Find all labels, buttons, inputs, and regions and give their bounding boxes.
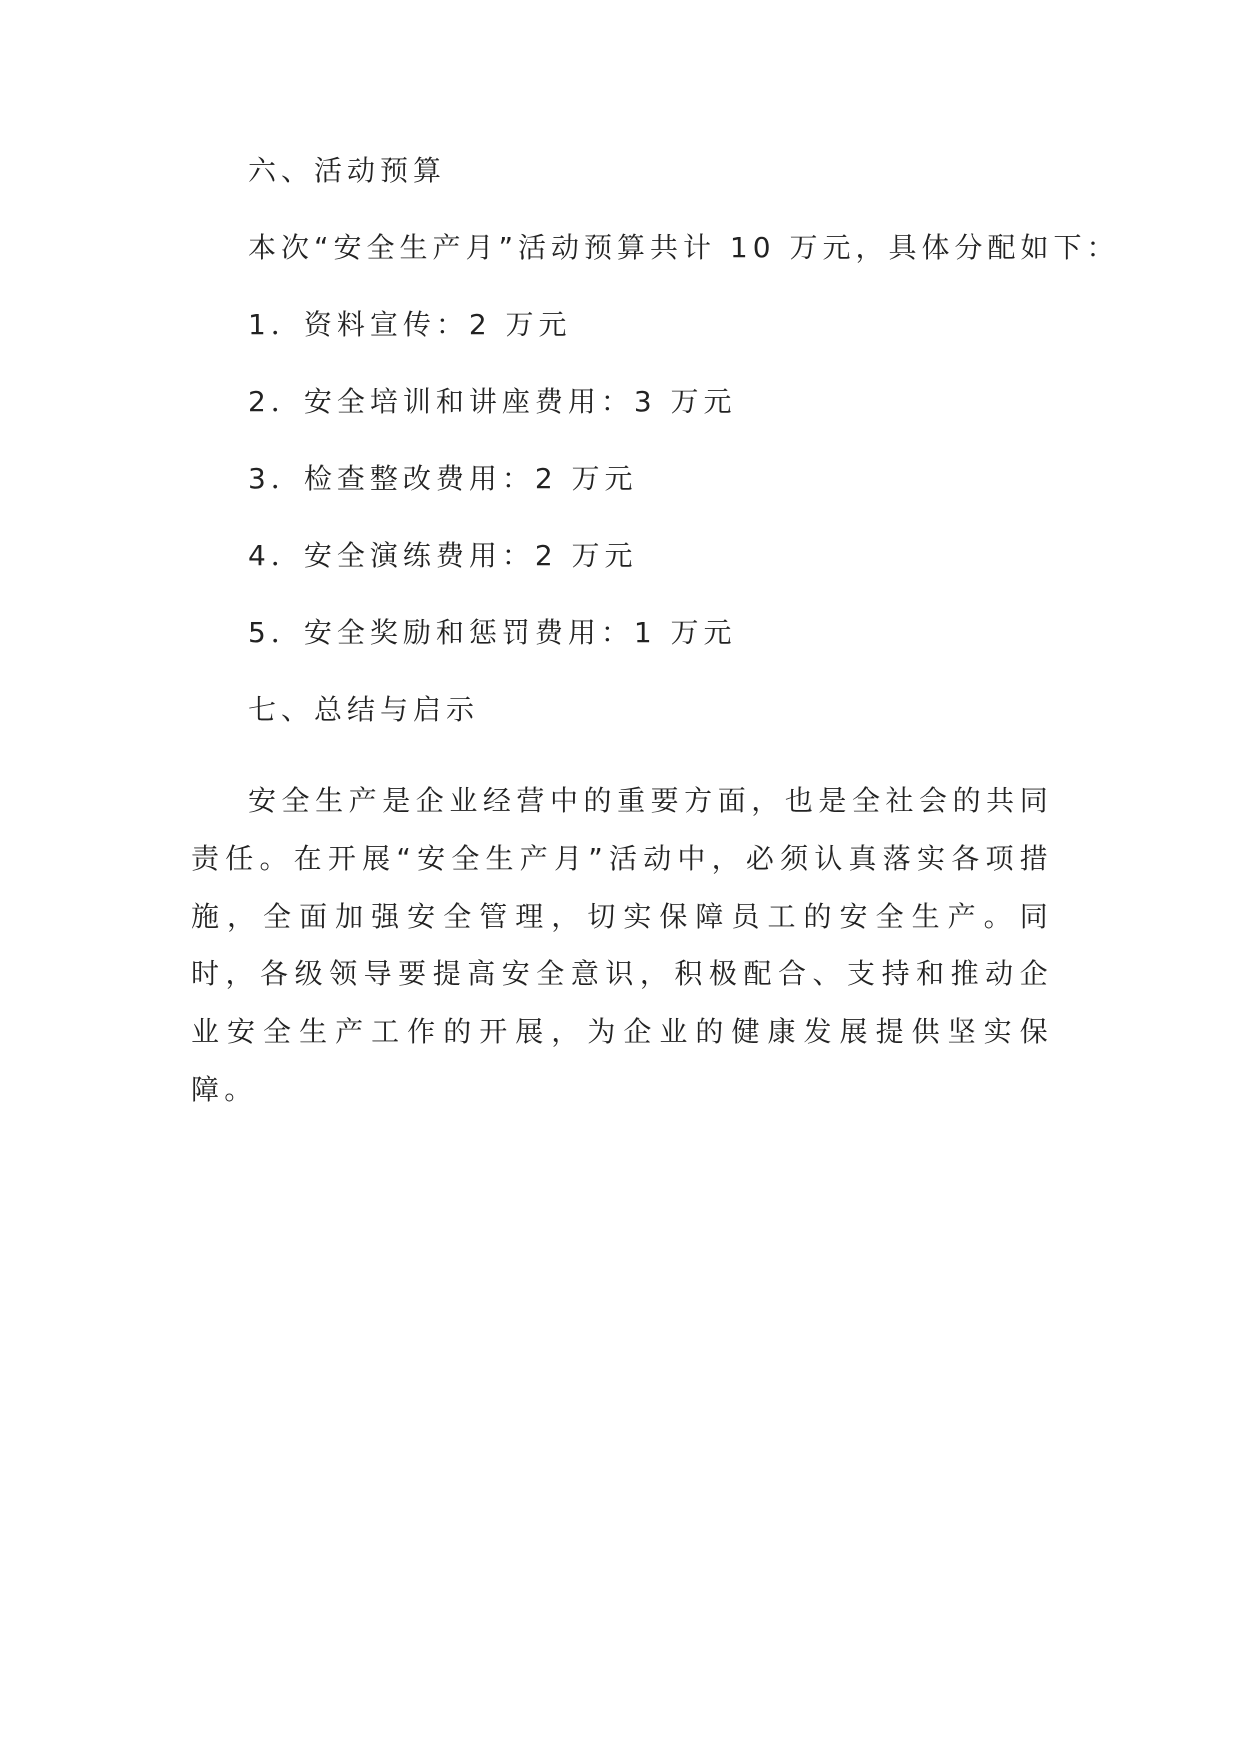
budget-item: 2．安全培训和讲座费用：3 万元 xyxy=(248,385,737,418)
summary-paragraph: 安全生产是企业经营中的重要方面，也是全社会的共同责任。在开展“安全生产月”活动中，必须认真落实各项措施，全面加强安全管理，切实保障员工的安全生产。同时，各级领导要提高安全意识，积极配合、支持和推动企业安全生产工作的开展，为企业的健康发展提供坚实保障。 xyxy=(191,784,1053,1106)
section-heading-summary: 七、总结与启示 xyxy=(248,693,480,726)
budget-item: 5．安全奖励和惩罚费用：1 万元 xyxy=(248,616,737,649)
budget-item: 3．检查整改费用：2 万元 xyxy=(248,462,638,495)
section-heading-budget: 六、活动预算 xyxy=(248,154,447,187)
summary-paragraph-block xyxy=(191,772,1053,1119)
budget-item: 4．安全演练费用：2 万元 xyxy=(248,539,638,572)
budget-item: 1．资料宣传：2 万元 xyxy=(248,308,572,341)
budget-intro: 本次“安全生产月”活动预算共计 10 万元，具体分配如下： xyxy=(248,231,1120,264)
